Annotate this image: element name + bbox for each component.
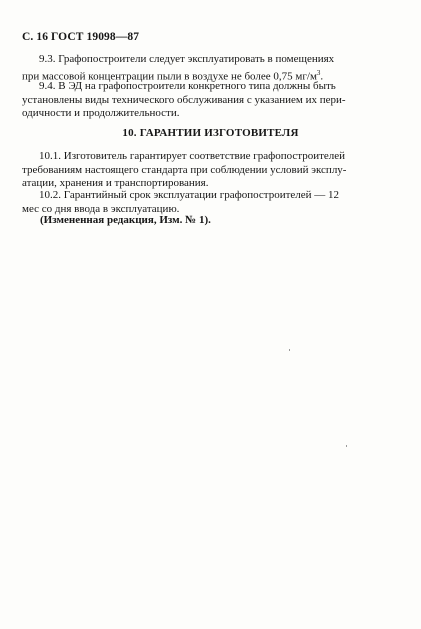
scan-speck [289,349,290,351]
page-header: С. 16 ГОСТ 19098—87 [22,31,140,43]
scan-speck [346,445,347,447]
paragraph-10-1-line-2: требованиям настоящего стандарта при соблюдении условий эксплу- [22,163,347,176]
paragraph-9-4 [22,80,390,121]
paragraph-10-2-line-1: 10.2. Гарантийный срок эксплуатации графопостроителей — 12 [39,189,340,201]
paragraph-9-3-line-2-text: при массовой концентрации пыли в воздухе не более 0,75 мг/м [22,70,317,83]
section-10-title: 10. ГАРАНТИИ ИЗГОТОВИТЕЛЯ [122,127,299,139]
paragraph-10-1 [22,150,390,191]
paragraph-10-1-line-1: 10.1. Изготовитель гарантирует соответствие графопостроителей [39,150,346,162]
paragraph-10-2-line-2: мес со дня ввода в эксплуатацию. [22,202,180,215]
paragraph-9-4-line-3: одичности и продолжительности. [22,107,180,120]
paragraph-9-3-line-2-end: . [320,70,324,83]
amendment-note: (Измененная редакция, Изм. № 1). [40,214,211,226]
paragraph-10-2 [22,189,390,216]
superscript-3: 3 [316,68,321,77]
paragraph-9-4-line-2: установлены виды технического обслуживания с указанием их пери- [22,93,346,106]
paragraph-10-1-line-3: атации, хранения и транспортирования. [22,177,209,190]
paragraph-9-3-line-1: 9.3. Графопостроители следует эксплуатировать в помещениях [39,53,335,65]
paragraph-9-4-line-1: 9.4. В ЭД на графопостроители конкретного типа должны быть [39,80,336,92]
